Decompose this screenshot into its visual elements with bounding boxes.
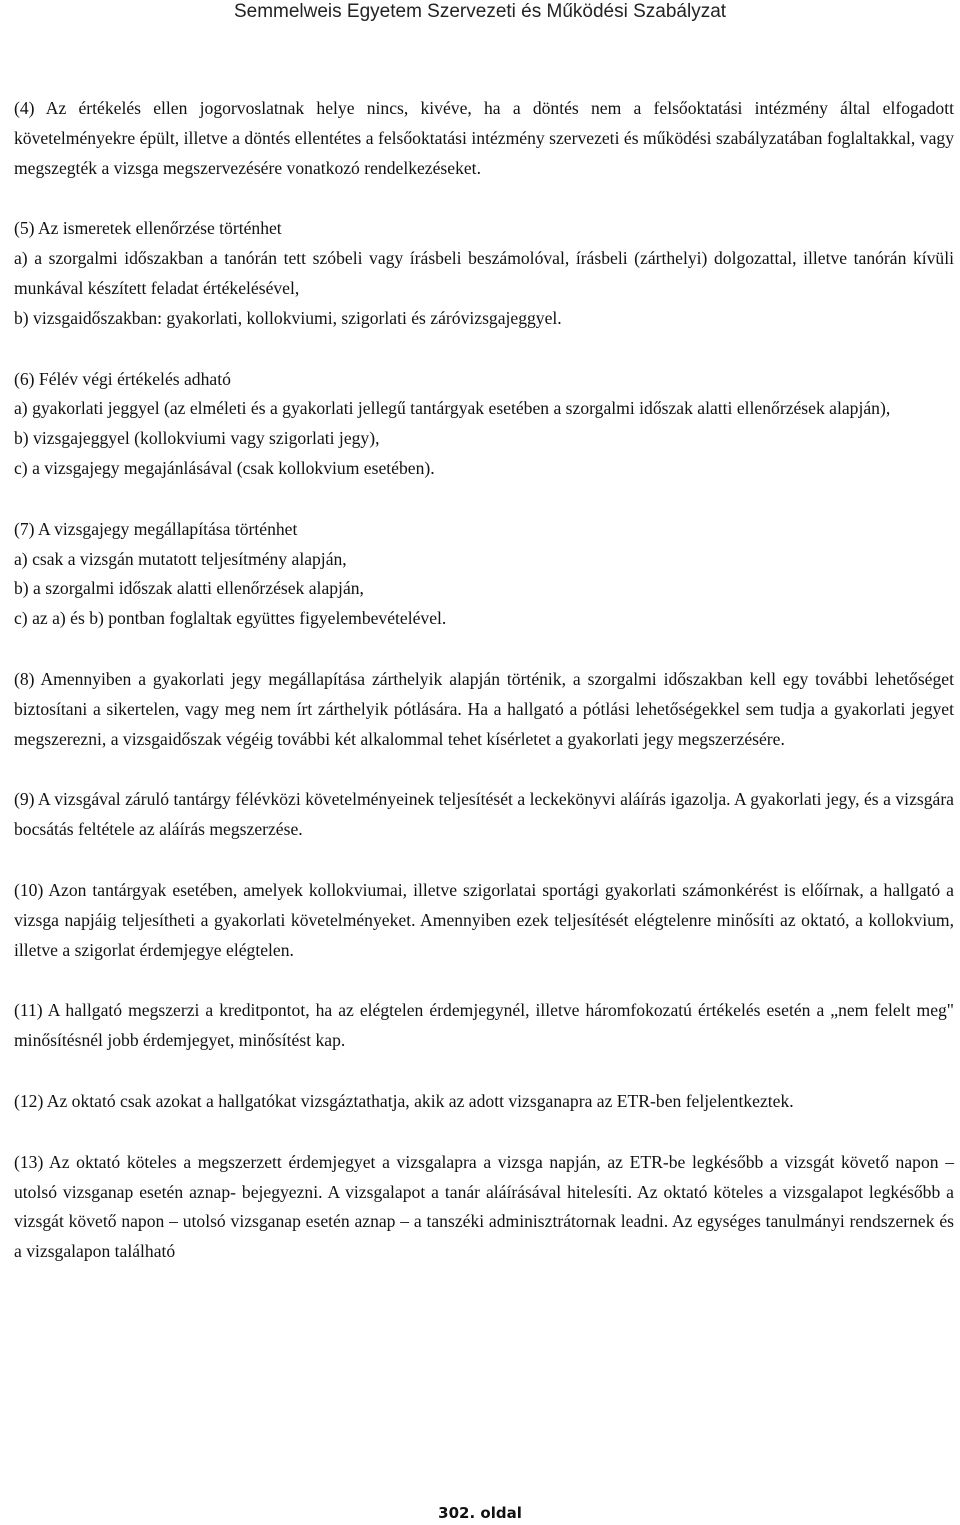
paragraph-5-item-a: a) a szorgalmi időszakban a tanórán tett szóbeli vagy írásbeli beszámolóval, írásbeli (zárthelyi) dolgozattal, illetve tanórán kívüli munkával készített feladat értékelésével,	[14, 248, 954, 298]
paragraph-7-item-a: a) csak a vizsgán mutatott teljesítmény alapján,	[14, 548, 347, 569]
paragraph-7	[14, 515, 954, 634]
paragraph-11: (11) A hallgató megszerzi a kreditpontot, ha az elégtelen érdemjegynél, illetve háromfokozatú értékelés esetén a „nem felelt meg" minősítésnél jobb érdemjegyet, minősítést kap.	[14, 1000, 954, 1051]
paragraph-7-item-b: b) a szorgalmi időszak alatti ellenőrzések alapján,	[14, 578, 364, 599]
paragraph-10: (10) Azon tantárgyak esetében, amelyek kollokviumai, illetve szigorlatai sportági gyakorlati számonkérést is előírnak, a hallgató a vizsga napjáig teljesítheti a gyakorlati követelményeket. Amennyiben ezek teljesítését elégtelenre minősíti az oktató, a kollokvium, illetve a szigorlat érdemjegye elégtelen.	[14, 879, 954, 960]
paragraph-7-item-c: c) az a) és b) pontban foglaltak együttes figyelembevételével.	[14, 608, 447, 629]
paragraph-4: (4) Az értékelés ellen jogorvoslatnak helye nincs, kivéve, ha a döntés nem a felsőoktatási intézmény által elfogadott követelményekre épült, illetve a döntés ellentétes a felsőoktatási intézmény szervezeti és működési szabályzatában foglaltakkal, vagy megszegték a vizsga megszervezésére vonatkozó rendelkezéseket.	[14, 98, 954, 178]
paragraph-6-item-a: a) gyakorlati jeggyel (az elméleti és a gyakorlati jellegű tantárgyak esetében a szorgalmi időszak alatti ellenőrzések alapján),	[14, 398, 891, 419]
paragraph-6-item-b: b) vizsgajeggyel (kollokviumi vagy szigorlati jegy),	[14, 428, 380, 449]
paragraph-5-item-b: b) vizsgaidőszakban: gyakorlati, kollokviumi, szigorlati és záróvizsgajeggyel.	[14, 307, 562, 328]
paragraph-7-lead: (7) A vizsgajegy megállapítása történhet	[14, 518, 298, 539]
document-body	[14, 94, 954, 1267]
paragraph-6	[14, 365, 954, 484]
page-footer	[0, 1504, 960, 1522]
page-number: 302. oldal	[438, 1504, 522, 1522]
paragraph-5-lead: (5) Az ismeretek ellenőrzése történhet	[14, 218, 282, 239]
paragraph-5	[14, 214, 954, 333]
paragraph-6-item-c: c) a vizsgajegy megajánlásával (csak kollokvium esetében).	[14, 457, 435, 478]
paragraph-9: (9) A vizsgával záruló tantárgy félévközi követelményeinek teljesítését a leckekönyvi aláírás igazolja. A gyakorlati jegy, és a vizsgára bocsátás feltétele az aláírás megszerzése.	[14, 789, 954, 840]
document-title: Semmelweis Egyetem Szervezeti és Működési Szabályzat	[233, 1, 727, 22]
paragraph-8: (8) Amennyiben a gyakorlati jegy megállapítása zárthelyik alapján történik, a szorgalmi időszakban kell egy további lehetőséget biztosítani a sikertelen, vagy meg nem írt zárthelyik pótlására. Ha a hallgató a pótlási lehetőségekkel sem tudja a gyakorlati jegyet megszerezni, a vizsgaidőszak végéig további két alkalommal tehet kísérletet a gyakorlati jegy megszerzésére.	[14, 668, 954, 749]
paragraph-6-lead: (6) Félév végi értékelés adható	[14, 368, 231, 389]
paragraph-12: (12) Az oktató csak azokat a hallgatókat vizsgáztathatja, akik az adott vizsganapra az ETR-ben feljelentkeztek.	[14, 1090, 794, 1111]
paragraph-13: (13) Az oktató köteles a megszerzett érdemjegyet a vizsgalapra a vizsga napján, az ETR-be legkésőbb a vizsgát követő napon – utolsó vizsganap esetén aznap- bejegyezni. A vizsgalapot a tanár aláírásával hitelesíti. Az oktató köteles a vizsgalapot legkésőbb a vizsgát követő napon – utolsó vizsganap esetén aznap – a tanszéki adminisztrátornak leadni. Az egységes tanulmányi rendszernek és a vizsgalapon található	[14, 1151, 954, 1262]
document-header	[0, 0, 960, 28]
